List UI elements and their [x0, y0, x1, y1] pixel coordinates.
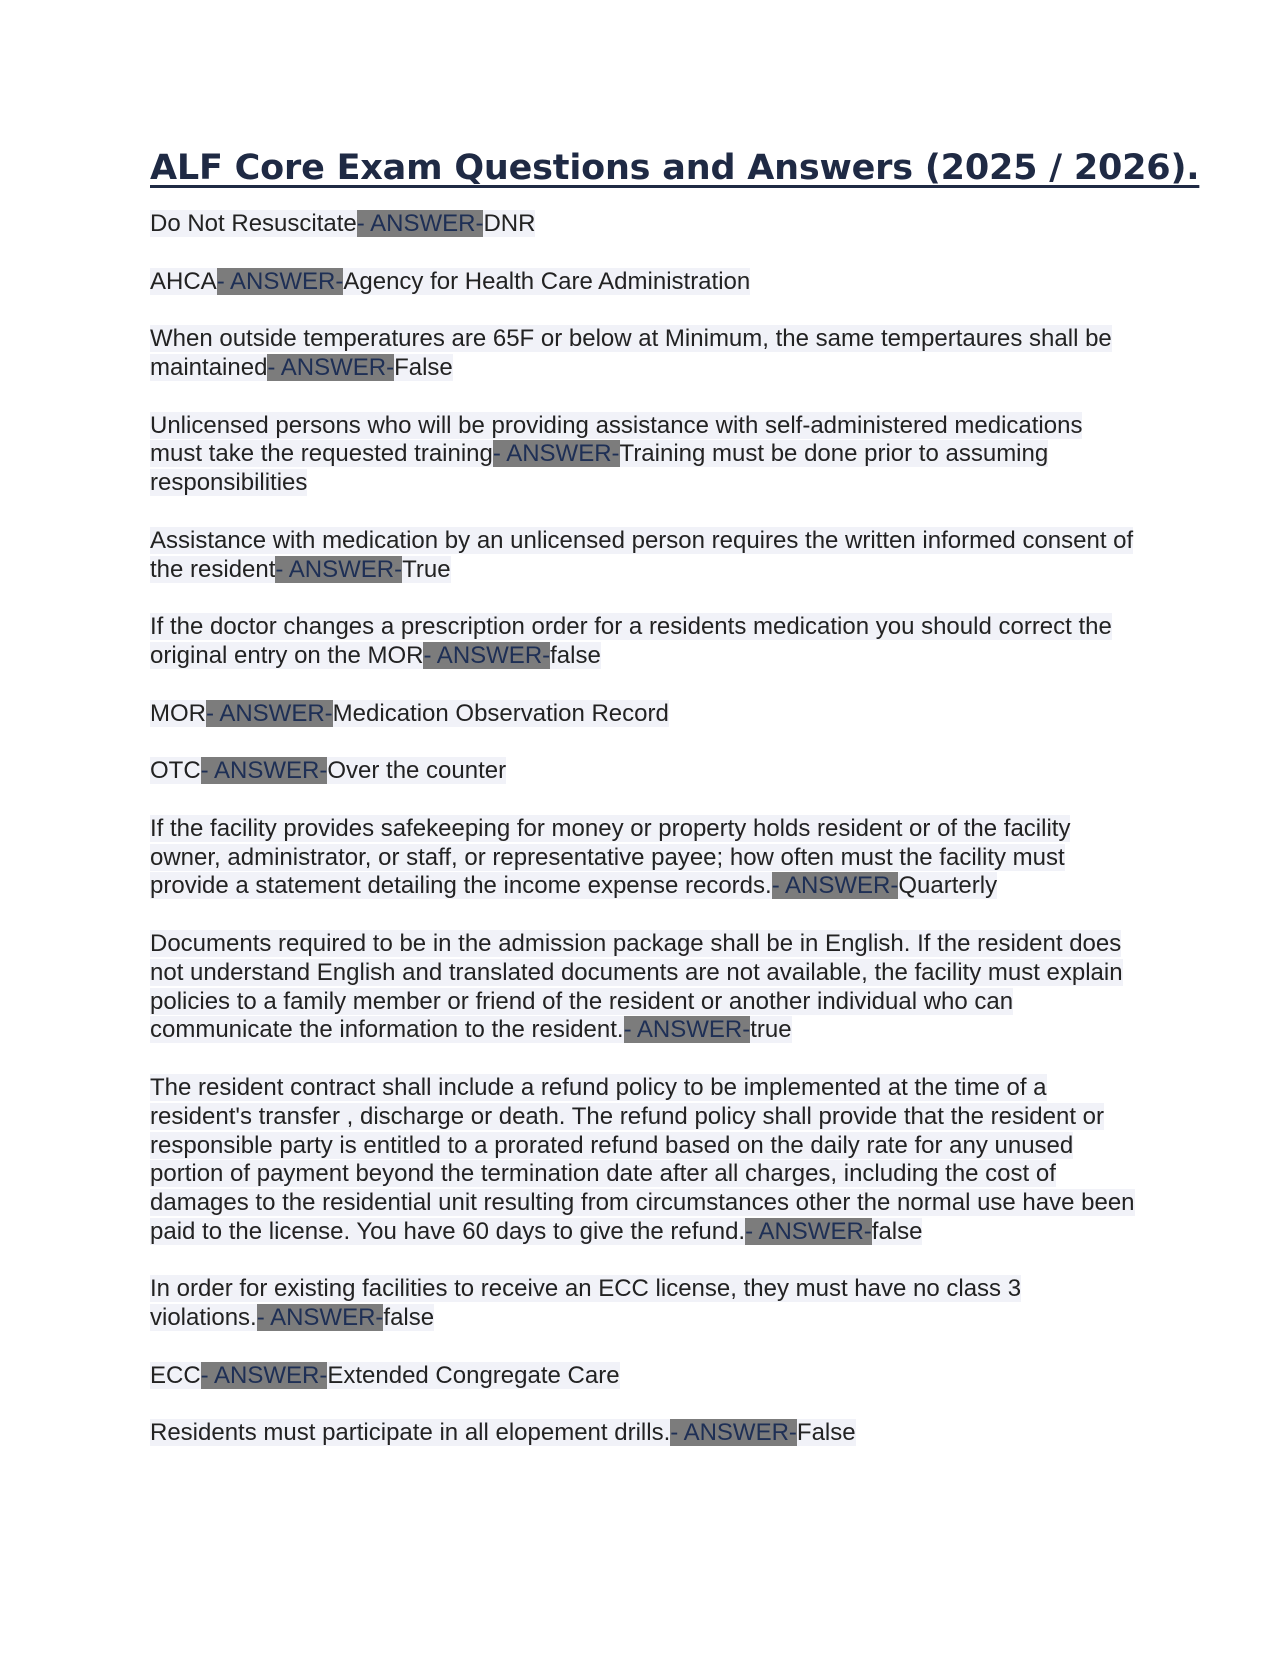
question-text: Documents required to be in the admission package shall be in English. If the resident does not understand English and translated documents are not available, the facility must explain policies to a family member or friend of the resident or another individual who can communicate the information to the resident.: [150, 929, 1123, 1044]
qa-item: [150, 325, 1140, 383]
qa-item: [150, 815, 1140, 901]
answer-tag: - ANSWER-: [670, 1419, 797, 1447]
answer-tag: - ANSWER-: [200, 1361, 328, 1389]
answer-text: Quarterly: [898, 872, 998, 900]
answer-text: false: [550, 641, 601, 669]
answer-tag: - ANSWER-: [771, 872, 899, 900]
answer-text: false: [871, 1217, 923, 1245]
answer-text: Medication Observation Record: [332, 699, 669, 727]
question-text: If the facility provides safekeeping for money or property holds resident or of the facility owner, administrator, or staff, or representative payee; how often must the facility must provide a statement detailing the income expense records.: [150, 814, 1071, 900]
answer-text: Training must be done prior to assuming responsibilities: [150, 440, 1049, 497]
answer-text: false: [383, 1304, 435, 1332]
qa-item: [150, 613, 1140, 671]
qa-item: [150, 1419, 1140, 1448]
answer-tag: - ANSWER-: [216, 267, 344, 295]
question-text: The resident contract shall include a refund policy to be implemented at the time of a resident's transfer , discharge or death. The refund policy shall provide that the resident or responsible party is entitled to a prorated refund based on the daily rate for any unused portion of payment beyond the termination date after all charges, including the cost of damages to the residential unit resulting from circumstances other the normal use have been paid to the license. You have 60 days to give the refund.: [150, 1073, 1135, 1245]
qa-item: [150, 757, 1140, 786]
answer-text: Extended Congregate Care: [327, 1361, 620, 1389]
question-text: In order for existing facilities to receive an ECC license, they must have no class 3 violations.: [150, 1275, 1022, 1332]
document-page: [150, 148, 1200, 1477]
qa-item: [150, 527, 1140, 585]
answer-tag: - ANSWER-: [745, 1217, 872, 1245]
answer-tag: - ANSWER-: [423, 641, 551, 669]
answer-tag: - ANSWER-: [256, 1304, 384, 1332]
answer-text: Over the counter: [327, 757, 507, 785]
question-text: Residents must participate in all elopement drills.: [150, 1419, 671, 1447]
qa-item: [150, 412, 1140, 498]
answer-text: False: [796, 1419, 856, 1447]
answer-tag: - ANSWER-: [623, 1016, 751, 1044]
question-text: MOR: [150, 699, 206, 727]
question-text: When outside temperatures are 65F or below at Minimum, the same tempertaures shall be maintained: [150, 325, 1112, 381]
question-text: Do Not Resuscitate: [150, 210, 357, 237]
answer-text: true: [750, 1016, 792, 1044]
answer-text: Agency for Health Care Administration: [343, 267, 751, 295]
qa-item: [150, 700, 1140, 729]
answer-tag: - ANSWER-: [275, 555, 403, 583]
qa-item: [150, 1275, 1140, 1333]
qa-item: [150, 268, 1140, 297]
answer-tag: - ANSWER-: [492, 440, 620, 468]
qa-item: [150, 210, 1140, 239]
question-text: OTC: [150, 757, 201, 785]
answer-tag: - ANSWER-: [267, 353, 395, 381]
answer-text: DNR: [483, 210, 536, 237]
qa-item: [150, 1362, 1140, 1391]
question-text: ECC: [150, 1361, 201, 1389]
document-title: ALF Core Exam Questions and Answers (2025 / 2026).: [150, 148, 1200, 188]
answer-tag: - ANSWER-: [206, 699, 333, 727]
question-text: Assistance with medication by an unlicensed person requires the written informed consent of the resident: [150, 526, 1134, 583]
answer-text: False: [394, 353, 453, 381]
question-text: Unlicensed persons who will be providing assistance with self-administered medications must take the requested training: [150, 411, 1083, 468]
answer-tag: - ANSWER-: [356, 210, 484, 237]
question-text: If the doctor changes a prescription order for a residents medication you should correct the original entry on the MOR: [150, 613, 1112, 669]
answer-tag: - ANSWER-: [200, 757, 328, 785]
question-text: AHCA: [150, 267, 217, 295]
answer-text: True: [402, 555, 451, 583]
qa-item: [150, 1074, 1140, 1247]
qa-item: [150, 930, 1140, 1045]
